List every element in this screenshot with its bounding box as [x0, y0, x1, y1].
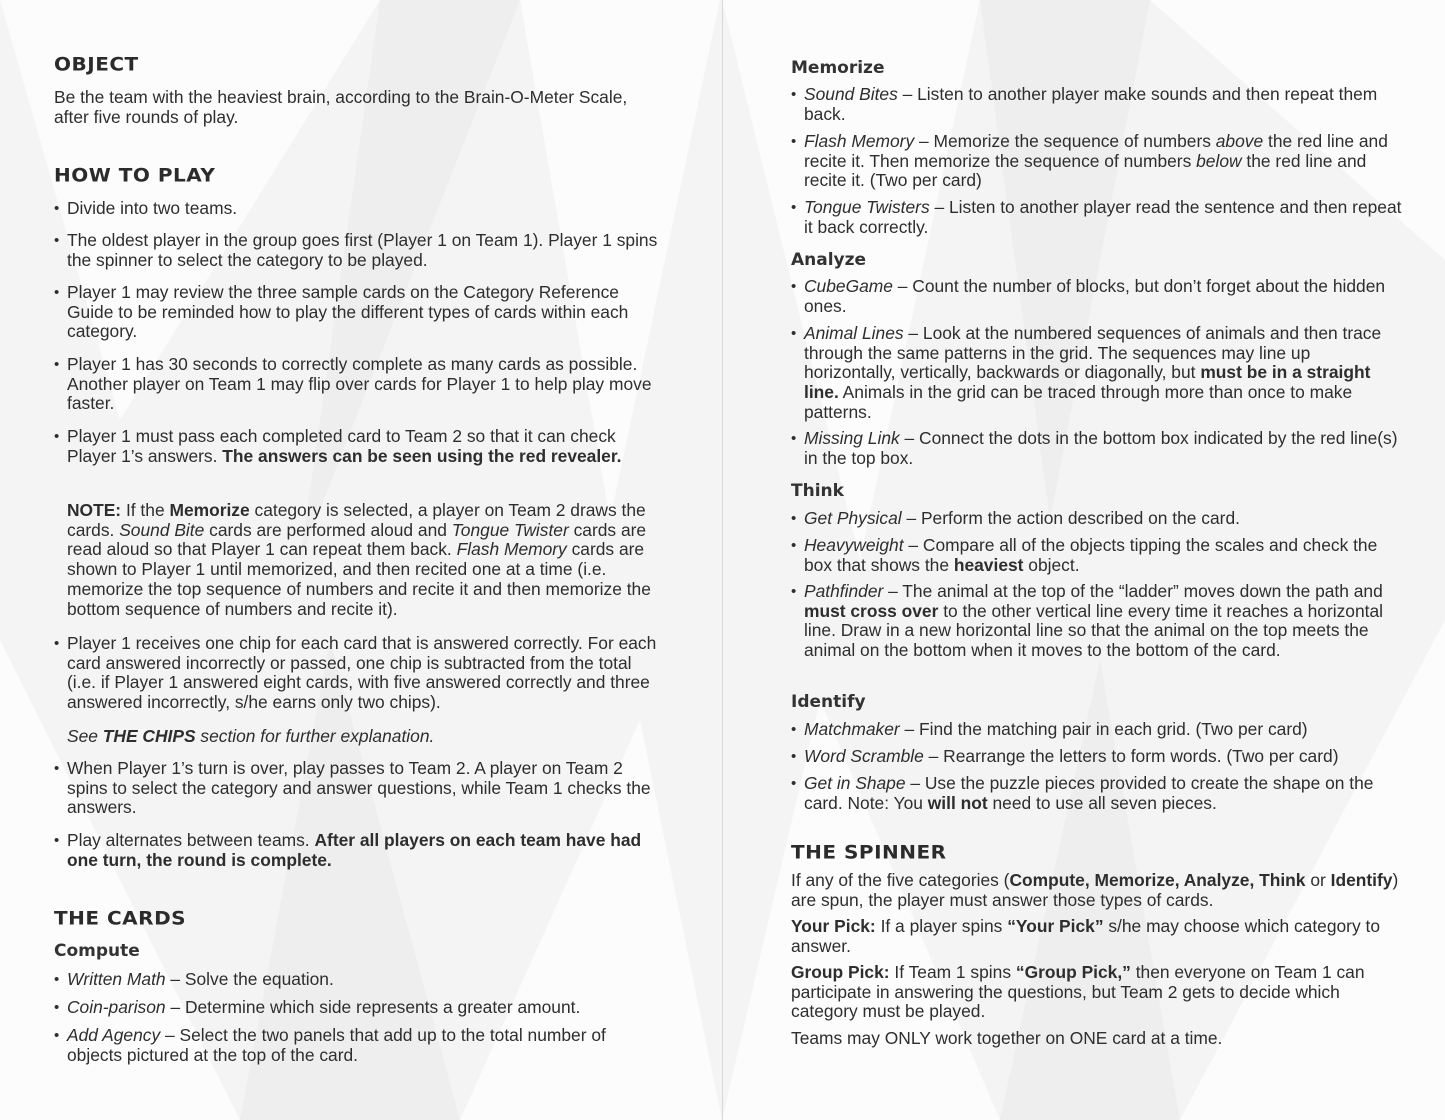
the-spinner-heading: THE SPINNER — [791, 841, 947, 864]
compute-add-agency: • Add Agency – Select the two panels that add up to the total number of objects pictured at the top of the card. — [54, 1026, 664, 1065]
analyze-heading: Analyze — [791, 250, 867, 270]
htp-bullet-1: • Divide into two teams. — [54, 199, 237, 219]
htp-bullet-7: • When Player 1’s turn is over, play passes to Team 2. A player on Team 2 spins to select the category and answer questions, while Team 1 checks the answers. — [54, 759, 664, 818]
htp-bullet-8: • Play alternates between teams. After all players on each team have had one turn, the round is complete. — [54, 831, 664, 870]
identify-matchmaker: • Matchmaker – Find the matching pair in each grid. (Two per card) — [791, 720, 1308, 740]
how-to-play-heading: HOW TO PLAY — [54, 164, 216, 187]
htp-bullet-6: • Player 1 receives one chip for each card that is answered correctly. For each card answered incorrectly or passed, one chip is subtracted from the total (i.e. if Player 1 answered eight cards, with five answered correctly and three answered incorrectly, s/he earns only two chips). — [54, 634, 664, 713]
analyze-cubegame: • CubeGame – Count the number of blocks, but don’t forget about the hidden ones. — [791, 277, 1406, 316]
spinner-categories: If any of the five categories (Compute, Memorize, Analyze, Think or Identify) are spun, the player must answer those types of cards. — [791, 870, 1399, 910]
the-cards-heading: THE CARDS — [54, 907, 187, 930]
htp-bullet-2: • The oldest player in the group goes first (Player 1 on Team 1). Player 1 spins the spinner to select the category to be played. — [54, 231, 664, 270]
htp-note: NOTE: If the Memorize category is selected, a player on Team 2 draws the cards. Sound Bite cards are performed aloud and Tongue Twister cards are read aloud so that Player 1 can repeat them back. Flash Memory cards are shown to Player 1 until memorized, and then recited one at a time (i.e. memorize the top sequence of numbers and recite it and then memorize the bottom sequence of numbers and recite it). — [67, 500, 651, 619]
spinner-group-pick: Group Pick: If Team 1 spins “Group Pick,” then everyone on Team 1 can participate in answering the questions, but Team 2 gets to decide which category must be played. — [791, 962, 1365, 1022]
analyze-missing-link: • Missing Link – Connect the dots in the bottom box indicated by the red line(s) in the top box. — [791, 429, 1406, 468]
htp-bullet-3: • Player 1 may review the three sample cards on the Category Reference Guide to be reminded how to play the different types of cards within each category. — [54, 283, 664, 342]
think-heading: Think — [791, 481, 844, 501]
think-heavyweight: • Heavyweight – Compare all of the objects tipping the scales and check the box that shows the heaviest object. — [791, 536, 1406, 575]
memorize-tongue-twisters: • Tongue Twisters – Listen to another player read the sentence and then repeat it back correctly. — [791, 198, 1406, 237]
spinner-teams-note: Teams may ONLY work together on ONE card at a time. — [791, 1028, 1223, 1048]
spinner-your-pick: Your Pick: If a player spins “Your Pick” s/he may choose which category to answer. — [791, 916, 1380, 956]
htp-bullet-5: • Player 1 must pass each completed card to Team 2 so that it can check Player 1’s answers. The answers can be seen using the red revealer. — [54, 427, 664, 466]
object-heading: OBJECT — [54, 53, 139, 76]
identify-get-in-shape: • Get in Shape – Use the puzzle pieces provided to create the shape on the card. Note: You will not need to use all seven pieces. — [791, 774, 1406, 813]
think-pathfinder: • Pathfinder – The animal at the top of the “ladder” moves down the path and must cross over to the other vertical line every time it reaches a horizontal line. Draw in a new horizontal line so that the animal on the top meets the animal on the bottom when it moves to the bottom of the card. — [791, 582, 1406, 661]
identify-word-scramble: • Word Scramble – Rearrange the letters to form words. (Two per card) — [791, 747, 1338, 767]
identify-heading: Identify — [791, 692, 866, 712]
think-get-physical: • Get Physical – Perform the action described on the card. — [791, 509, 1240, 529]
page-fold — [722, 0, 723, 1120]
compute-coin-parison: • Coin-parison – Determine which side represents a greater amount. — [54, 998, 580, 1018]
htp-see-chips: See THE CHIPS section for further explanation. — [67, 726, 435, 746]
compute-written-math: • Written Math – Solve the equation. — [54, 970, 334, 990]
analyze-animal-lines: • Animal Lines – Look at the numbered sequences of animals and then trace through the same patterns in the grid. The sequences may line up horizontally, vertically, backwards or diagonally, but must be in a straight line. Animals in the grid can be traced through more than once to make patterns. — [791, 324, 1406, 423]
compute-heading: Compute — [54, 941, 140, 961]
memorize-heading: Memorize — [791, 58, 885, 78]
object-text: Be the team with the heaviest brain, according to the Brain-O-Meter Scale, after five rounds of play. — [54, 87, 628, 127]
memorize-flash-memory: • Flash Memory – Memorize the sequence of numbers above the red line and recite it. Then memorize the sequence of numbers below the red line and recite it. (Two per card) — [791, 132, 1406, 191]
memorize-sound-bites: • Sound Bites – Listen to another player make sounds and then repeat them back. — [791, 85, 1406, 124]
htp-bullet-4: • Player 1 has 30 seconds to correctly complete as many cards as possible. Another player on Team 1 may flip over cards for Player 1 to help play move faster. — [54, 355, 664, 414]
